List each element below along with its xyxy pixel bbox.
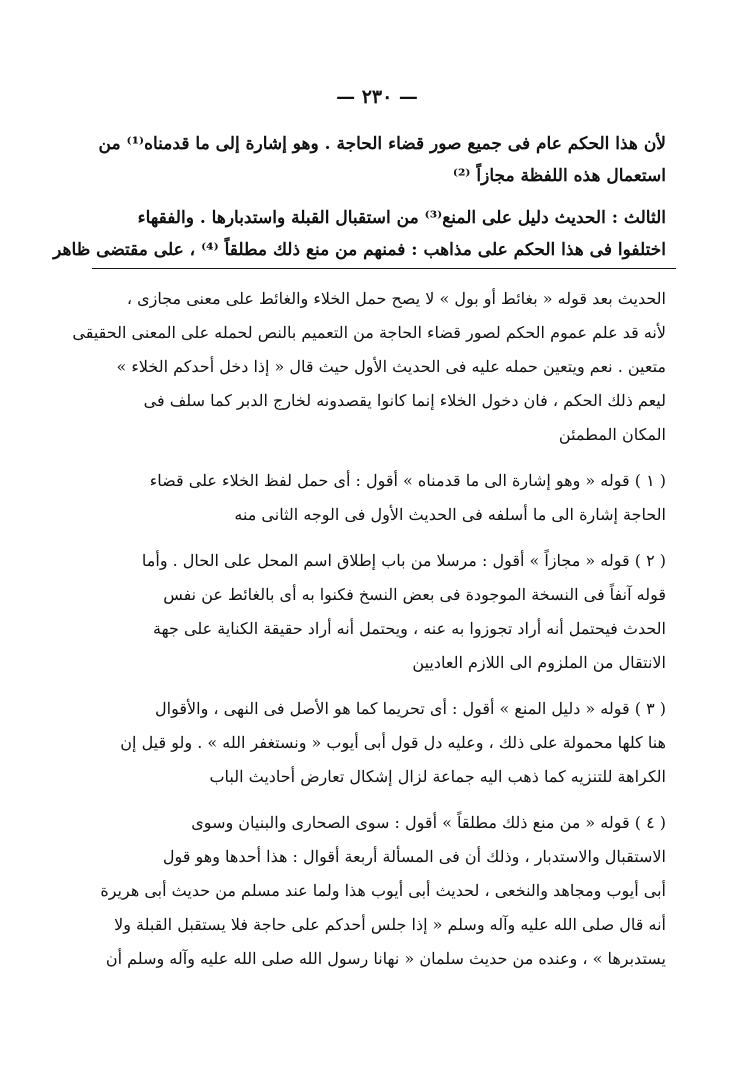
text-line: لأن هذا الحكم عام فى جميع صور قضاء الحاجة . وهو إشارة إلى ما قدمناه⁽¹⁾ من: [98, 134, 666, 154]
footnote-continuation: [72, 282, 666, 452]
footnote-line: الانتقال من الملزوم الى اللازم العاديين: [412, 653, 666, 672]
footnote-gap: [78, 532, 666, 544]
footnote-1: [78, 464, 666, 532]
footnote-line: هنا كلها محمولة على ذلك ، وعليه دل قول أبى أيوب « ونستغفر الله » . ولو قيل إن: [120, 733, 666, 752]
footnotes: [72, 282, 666, 976]
main-text: [53, 128, 666, 266]
footnote-gap: [78, 452, 666, 464]
footnote-separator: [92, 268, 676, 269]
footnote-line: يستدبرها » ، وعنده من حديث سلمان « نهانا رسول الله صلى الله عليه وآله وسلم أن: [105, 949, 666, 968]
footnote-line: لأنه قد علم عموم الحكم لصور قضاء الحاجة من التعميم بالنص لحمله على المعنى الحقيقى: [72, 323, 666, 342]
footnote-line: أنه قال صلى الله عليه وآله وسلم « إذا جلس أحدكم على حاجة فلا يستقبل القبلة ولا: [114, 915, 666, 934]
main-paragraph-2: [53, 202, 666, 266]
footnote-line: الكراهة للتنزيه كما ذهب اليه جماعة لزال إشكال تعارض أحاديث الباب: [209, 767, 666, 786]
footnote-line: الحدث فيحتمل أنه أراد تجوزوا به عنه ، ويحتمل أنه أراد حقيقة الكناية على جهة: [153, 619, 666, 638]
paragraph-gap: [78, 192, 666, 202]
footnote-gap: [78, 794, 666, 806]
text-line: استعمال هذه اللفظة مجازاً ⁽²⁾: [452, 166, 666, 186]
footnote-line: متعين . نعم ويتعين حمله عليه فى الحديث الأول حيث قال « إذا دخل أحدكم الخلاء »: [116, 357, 666, 376]
page-number: — ٢٣٠ —: [336, 86, 418, 108]
footnote-2: [78, 544, 666, 680]
main-paragraph-1: [78, 128, 666, 192]
footnote-line: ( ٣ ) قوله « دليل المنع » أقول : أى تحريما كما هو الأصل فى النهى ، والأقوال: [155, 699, 666, 718]
footnote-line: ( ١ ) قوله « وهو إشارة الى ما قدمناه » أقول : أى حمل لفظ الخلاء على قضاء: [149, 471, 666, 490]
text-line: الثالث : الحديث دليل على المنع⁽³⁾ من استقبال القبلة واستدبارها . والفقهاء: [137, 208, 666, 228]
text-line: اختلفوا فى هذا الحكم على مذاهب : فمنهم من منع ذلك مطلقاً ⁽⁴⁾ ، على مقتضى ظاهر: [53, 240, 666, 260]
footnote-line: أبى أيوب ومجاهد والنخعى ، لحديث أبى أيوب هذا ولما عند مسلم من حديث أبى هريرة: [100, 881, 666, 900]
footnote-line: ( ٤ ) قوله « من منع ذلك مطلقاً » أقول : سوى الصحارى والبنيان وسوى: [191, 813, 666, 832]
footnote-gap: [78, 680, 666, 692]
footnote-line: الحاجة إشارة الى ما أسلفه فى الحديث الأول فى الوجه الثانى منه: [234, 505, 666, 524]
footnote-4: [78, 806, 666, 976]
footnote-line: قوله آنفاً فى النسخة الموجودة فى بعض النسخ فكنوا به أى بالغائط عن نفس: [163, 585, 666, 604]
footnote-3: [78, 692, 666, 794]
footnote-line: المكان المطمئن: [558, 425, 666, 444]
footnote-line: الحديث بعد قوله « بغائط أو بول » لا يصح حمل الخلاء والغائط على معنى مجازى ،: [126, 289, 666, 308]
footnote-line: ليعم ذلك الحكم ، فان دخول الخلاء إنما كانوا يقصدونه لخارج الدبر كما سلف فى: [143, 391, 666, 410]
footnote-line: ( ٢ ) قوله « مجازاً » أقول : مرسلا من باب إطلاق اسم المحل على الحال . وأما: [141, 551, 666, 570]
footnote-line: الاستقبال والاستدبار ، وذلك أن فى المسألة أربعة أقوال : هذا أحدها وهو قول: [162, 847, 666, 866]
